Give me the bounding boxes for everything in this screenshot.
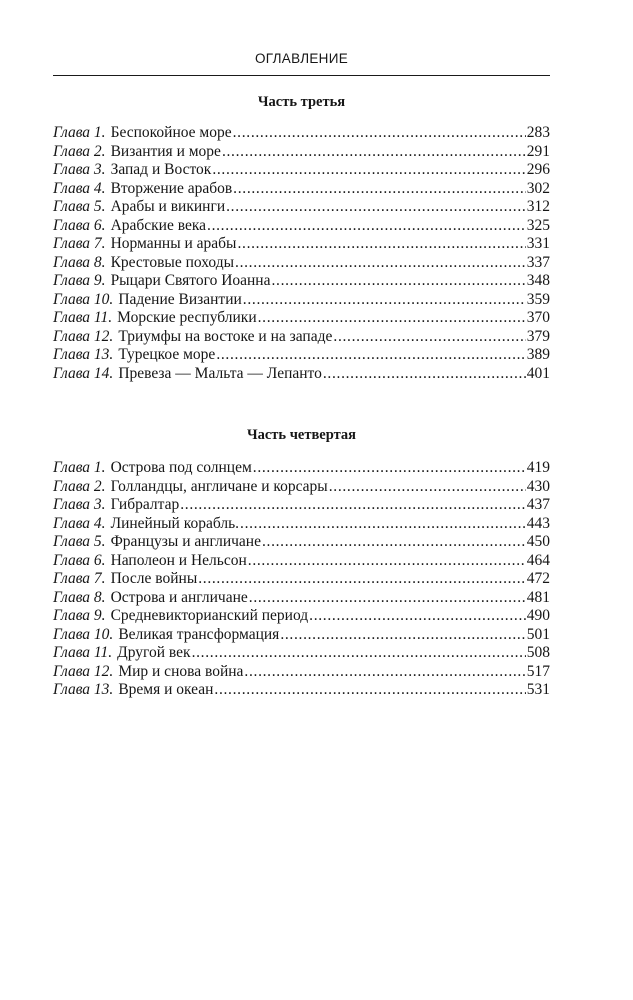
- chapter-number: Глава 1.: [53, 124, 106, 141]
- toc-entry[interactable]: [53, 496, 550, 515]
- chapter-number: Глава 2.: [53, 477, 106, 495]
- dot-leader: [280, 626, 525, 645]
- chapter-title: Византия и море: [110, 142, 221, 160]
- part-title: Часть четвертая: [246, 427, 356, 443]
- chapter-number: Глава 8.: [53, 253, 106, 271]
- dot-leader: [216, 346, 525, 365]
- dot-leader: [207, 217, 526, 236]
- toc-entry[interactable]: [53, 161, 550, 180]
- chapter-number: Глава 8.: [53, 588, 106, 606]
- chapter-title: Триумфы на востоке и на западе: [118, 327, 333, 345]
- page-number: 443: [526, 514, 550, 532]
- page-number: 481: [526, 588, 550, 606]
- part-title: Часть третья: [257, 94, 346, 110]
- chapter-title: Острова и англичане: [110, 588, 248, 606]
- chapter-number: Глава 3.: [53, 161, 106, 178]
- page-number: 370: [526, 309, 550, 326]
- chapter-title: Арабы и викинги: [110, 198, 226, 215]
- dot-leader: [214, 681, 525, 700]
- chapter-number: Глава 9.: [53, 272, 106, 289]
- toc-entry[interactable]: [53, 533, 550, 552]
- toc-entry[interactable]: [53, 459, 550, 478]
- dot-leader: [233, 124, 526, 143]
- page-number: 379: [526, 327, 550, 345]
- page-number: 348: [526, 272, 550, 289]
- chapter-number: Глава 1.: [53, 459, 106, 476]
- dot-leader: [249, 589, 526, 608]
- dot-leader: [233, 180, 526, 199]
- chapter-title: Мир и снова война: [118, 662, 244, 680]
- chapter-title: Линейный корабль.: [110, 514, 240, 532]
- chapter-title: Гибралтар: [110, 496, 180, 513]
- chapter-number: Глава 11.: [53, 644, 113, 661]
- chapter-title: Великая трансформация: [118, 625, 280, 643]
- chapter-title: Время и океан: [118, 681, 214, 698]
- dot-leader: [198, 570, 526, 589]
- chapter-title: Беспокойное море: [110, 124, 232, 141]
- dot-leader: [244, 663, 525, 682]
- dot-leader: [226, 198, 526, 217]
- chapter-title: После войны: [110, 570, 198, 587]
- page-number: 419: [526, 459, 550, 476]
- chapter-title: Средневикторианский период: [110, 607, 309, 624]
- toc-entry[interactable]: [53, 346, 550, 365]
- chapter-number: Глава 14.: [53, 364, 114, 382]
- toc-entry[interactable]: [53, 328, 550, 347]
- chapter-number: Глава 12.: [53, 662, 114, 680]
- dot-leader: [271, 272, 525, 291]
- dot-leader: [248, 552, 526, 571]
- page-number: 430: [526, 477, 550, 495]
- dot-leader: [262, 533, 526, 552]
- toc-entry[interactable]: [53, 254, 550, 273]
- toc-list-part-4: [53, 459, 550, 700]
- page-number: 517: [526, 662, 550, 680]
- page-number: 312: [526, 198, 550, 215]
- toc-entry[interactable]: [53, 552, 550, 571]
- chapter-number: Глава 7.: [53, 570, 106, 587]
- page-number: 490: [526, 607, 550, 624]
- page-number: 437: [526, 496, 550, 513]
- toc-entry[interactable]: [53, 198, 550, 217]
- chapter-number: Глава 6.: [53, 216, 106, 234]
- dot-leader: [329, 478, 526, 497]
- chapter-number: Глава 10.: [53, 290, 114, 308]
- dot-leader: [237, 235, 525, 254]
- toc-entry[interactable]: [53, 589, 550, 608]
- toc-entry[interactable]: [53, 644, 550, 663]
- chapter-number: Глава 9.: [53, 607, 106, 624]
- toc-entry[interactable]: [53, 478, 550, 497]
- page-number: 325: [526, 216, 550, 234]
- page-number: 472: [526, 570, 550, 587]
- toc-entry[interactable]: [53, 180, 550, 199]
- chapter-title: Морские республики: [117, 309, 257, 326]
- chapter-number: Глава 7.: [53, 235, 106, 252]
- dot-leader: [240, 515, 526, 534]
- running-header: ОГЛАВЛЕНИЕ: [254, 51, 349, 66]
- dot-leader: [258, 309, 526, 328]
- page-number: 389: [526, 346, 550, 363]
- chapter-title: Голландцы, англичане и корсары: [110, 477, 328, 495]
- toc-entry[interactable]: [53, 515, 550, 534]
- chapter-title: Норманны и арабы: [110, 235, 237, 252]
- dot-leader: [222, 143, 526, 162]
- dot-leader: [243, 291, 526, 310]
- header-rule: [53, 75, 550, 76]
- page-number: 359: [526, 290, 550, 308]
- dot-leader: [333, 328, 525, 347]
- chapter-title: Острова под солнцем: [110, 459, 252, 476]
- chapter-title: Арабские века: [110, 216, 207, 234]
- chapter-number: Глава 3.: [53, 496, 106, 513]
- chapter-title: Наполеон и Нельсон: [110, 551, 247, 569]
- toc-entry[interactable]: [53, 217, 550, 236]
- dot-leader: [180, 496, 526, 515]
- chapter-title: Другой век: [117, 644, 191, 661]
- chapter-title: Крестовые походы: [110, 253, 235, 271]
- dot-leader: [323, 365, 526, 384]
- toc-entry[interactable]: [53, 309, 550, 328]
- chapter-number: Глава 5.: [53, 198, 106, 215]
- page-number: 464: [526, 551, 550, 569]
- toc-entry[interactable]: [53, 272, 550, 291]
- chapter-title: Французы и англичане: [110, 533, 261, 550]
- chapter-number: Глава 10.: [53, 625, 114, 643]
- chapter-number: Глава 13.: [53, 681, 114, 698]
- chapter-number: Глава 4.: [53, 179, 106, 197]
- chapter-number: Глава 11.: [53, 309, 113, 326]
- page-number: 283: [526, 124, 550, 141]
- dot-leader: [192, 644, 526, 663]
- chapter-title: Запад и Восток: [110, 161, 212, 178]
- dot-leader: [235, 254, 526, 273]
- chapter-number: Глава 6.: [53, 551, 106, 569]
- toc-entry[interactable]: [53, 143, 550, 162]
- toc-entry[interactable]: [53, 124, 550, 143]
- page-number: 302: [526, 179, 550, 197]
- chapter-title: Рыцари Святого Иоанна: [110, 272, 271, 289]
- toc-entry[interactable]: [53, 570, 550, 589]
- page-number: 296: [526, 161, 550, 178]
- chapter-number: Глава 13.: [53, 346, 114, 363]
- dot-leader: [253, 459, 526, 478]
- page-number: 508: [526, 644, 550, 661]
- page-number: 401: [526, 364, 550, 382]
- toc-entry[interactable]: [53, 235, 550, 254]
- page-number: 501: [526, 625, 550, 643]
- dot-leader: [212, 161, 525, 180]
- chapter-number: Глава 4.: [53, 514, 106, 532]
- page-number: 337: [526, 253, 550, 271]
- toc-entry[interactable]: [53, 291, 550, 310]
- chapter-title: Падение Византии: [118, 290, 242, 308]
- page-number: 450: [526, 533, 550, 550]
- chapter-number: Глава 5.: [53, 533, 106, 550]
- toc-entry[interactable]: [53, 681, 550, 700]
- page-number: 291: [526, 142, 550, 160]
- chapter-title: Турецкое море: [118, 346, 216, 363]
- toc-entry[interactable]: [53, 365, 550, 384]
- page-number: 531: [526, 681, 550, 698]
- chapter-number: Глава 2.: [53, 142, 106, 160]
- page-number: 331: [526, 235, 550, 252]
- toc-list-part-3: [53, 124, 550, 383]
- toc-entry[interactable]: [53, 626, 550, 645]
- dot-leader: [309, 607, 526, 626]
- toc-entry[interactable]: [53, 663, 550, 682]
- chapter-number: Глава 12.: [53, 327, 114, 345]
- chapter-title: Вторжение арабов: [110, 179, 233, 197]
- chapter-title: Превеза — Мальта — Лепанто: [118, 364, 322, 382]
- toc-entry[interactable]: [53, 607, 550, 626]
